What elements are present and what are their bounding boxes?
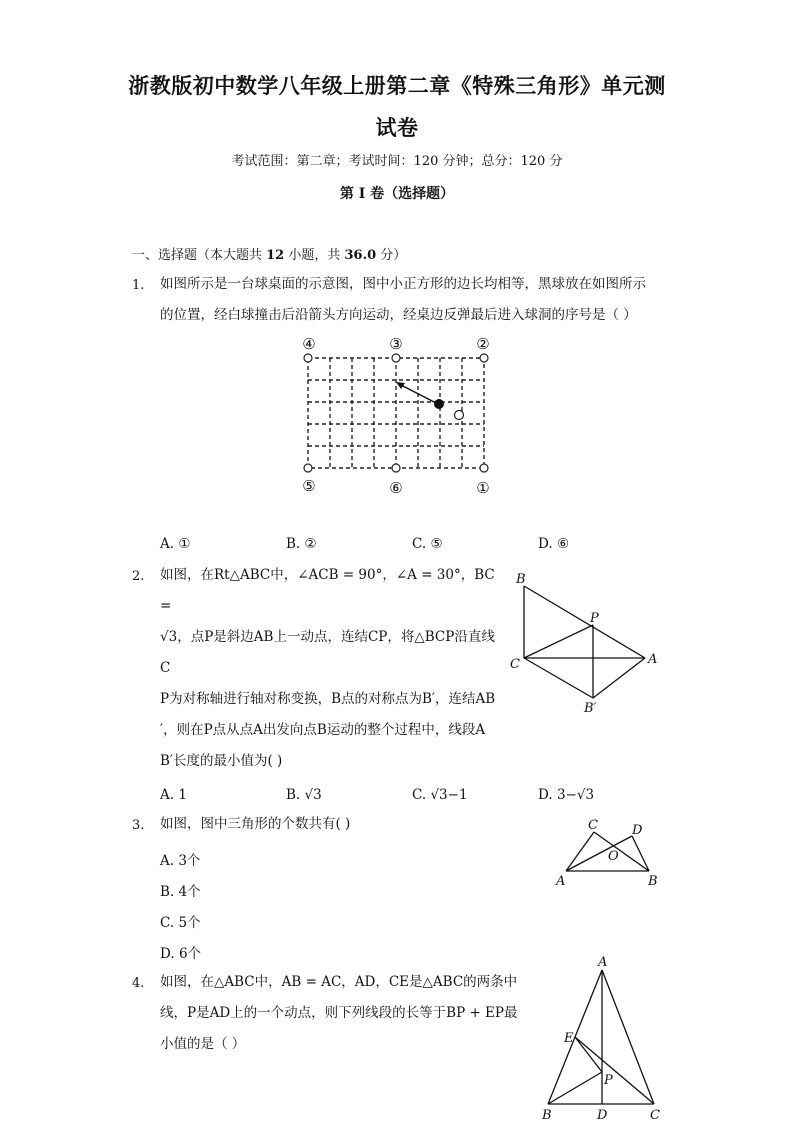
q2-triangle-figure: [508, 568, 678, 718]
q2-label-a: A: [648, 652, 658, 667]
q1-number: 1.: [132, 278, 145, 293]
hole-label-4: ④: [302, 335, 316, 353]
q4-label-c: C: [650, 1108, 660, 1123]
q2-label-bprime: B′: [584, 701, 597, 716]
hole-5: [304, 464, 312, 472]
option-letter: D.: [538, 787, 553, 803]
option-letter: B.: [160, 884, 175, 900]
option-value: 3个: [178, 853, 201, 869]
hole-3: [392, 354, 400, 362]
q4-label-p: P: [604, 1073, 613, 1088]
option-value: ①: [178, 536, 191, 552]
page-title-line1: 浙教版初中数学八年级上册第二章《特殊三角形》单元测: [128, 73, 666, 98]
option-letter: C.: [412, 536, 427, 552]
q2-text: [160, 560, 500, 777]
q4-line1: 如图，在△ABC中，AB = AC，AD，CE是△ABC的两条中: [160, 974, 518, 990]
q1-line1: 如图所示是一台球桌面的示意图，图中小正方形的边长均相等，黑球放在如图所示: [160, 276, 646, 292]
option-value: 4个: [178, 884, 201, 900]
q2-label-p: P: [590, 611, 599, 626]
option-value: √3: [304, 787, 322, 803]
hole-1: [480, 464, 488, 472]
option-letter: D.: [160, 946, 175, 962]
q1-option-c[interactable]: [412, 536, 443, 552]
option-value: ⑤: [430, 536, 443, 552]
option-value: ⑥: [556, 536, 570, 552]
part-heading: 第 I 卷（选择题）: [339, 186, 455, 202]
q2-option-c[interactable]: [412, 787, 468, 803]
q2-number: 2.: [132, 569, 145, 584]
section-prefix: 一、选择题（本大题共: [132, 248, 267, 263]
q3-triangle-figure: [552, 815, 672, 895]
q1-holes: [304, 354, 488, 472]
option-letter: D.: [538, 536, 553, 552]
q2-label-b: B: [516, 572, 526, 587]
q4-label-e: E: [564, 1031, 574, 1046]
q2-label-c: C: [510, 657, 520, 672]
q3-label-c: C: [588, 818, 598, 833]
section-suffix: 分）: [376, 248, 407, 263]
hole-label-6: ⑥: [389, 479, 403, 497]
hole-label-3: ③: [389, 335, 403, 353]
q4-line2: 线，P是AD上的一个动点，则下列线段的长等于BP + EP最: [160, 1005, 518, 1021]
hole-6: [392, 464, 400, 472]
q3-option-a[interactable]: [160, 849, 200, 869]
q1-pool-table-figure: [297, 333, 517, 503]
q4-line3: 小值的是（ ）: [160, 1036, 246, 1052]
q3-option-c[interactable]: [160, 911, 201, 931]
option-letter: B.: [286, 536, 301, 552]
q3-label-a: A: [556, 874, 566, 889]
option-letter: C.: [160, 915, 175, 931]
q2-line2: √3，点P是斜边AB上一动点，连结CP，将△BCP沿直线C: [160, 629, 495, 676]
q4-triangle-figure: [538, 954, 668, 1124]
q1-option-d[interactable]: [538, 536, 569, 552]
black-ball: [434, 399, 444, 409]
q4-label-a: A: [598, 955, 608, 970]
hole-label-5: ⑤: [302, 477, 316, 495]
q1-option-b[interactable]: [286, 536, 317, 552]
q3-label-b: B: [648, 874, 658, 889]
q4-label-d: D: [597, 1108, 608, 1123]
option-letter: A.: [160, 787, 175, 803]
page-title-line2: 试卷: [375, 115, 419, 140]
section-heading: [132, 244, 406, 263]
q1-arrow: [401, 385, 438, 404]
q3-option-d[interactable]: [160, 942, 201, 962]
q2-option-a[interactable]: [160, 787, 187, 803]
q3-option-b[interactable]: [160, 880, 201, 900]
hole-2: [480, 354, 488, 362]
exam-info: 考试范围：第二章；考试时间：120 分钟；总分：120 分: [231, 154, 563, 169]
option-letter: B.: [286, 787, 301, 803]
option-value: 5个: [178, 915, 201, 931]
q2-line3: P为对称轴进行轴对称变换，B点的对称点为B′，连结AB: [160, 691, 496, 707]
section-score: 36.0: [344, 248, 377, 263]
section-mid: 小题，共: [284, 248, 345, 263]
q1-text: [160, 269, 680, 331]
q3-label-d: D: [632, 823, 643, 838]
option-value: 1: [178, 787, 187, 803]
option-letter: A.: [160, 536, 175, 552]
option-value: 3−√3: [556, 787, 595, 803]
q2-line4: ′，则在P点从点A出发向点B运动的整个过程中，线段A: [160, 722, 486, 738]
hole-4: [304, 354, 312, 362]
option-letter: A.: [160, 853, 175, 869]
q1-line2: 的位置，经白球撞击后沿箭头方向运动，经桌边反弹最后进入球洞的序号是（ ）: [160, 307, 637, 323]
option-value: 6个: [178, 946, 202, 962]
hole-label-2: ②: [476, 335, 490, 353]
q4-label-b: B: [542, 1108, 552, 1123]
section-count: 12: [266, 248, 285, 263]
q3-label-o: O: [608, 849, 619, 864]
q2-option-d[interactable]: [538, 787, 594, 803]
q1-option-a[interactable]: [160, 536, 190, 552]
q4-number: 4.: [132, 976, 145, 991]
q2-line5: B′长度的最小值为( ): [160, 753, 283, 769]
option-letter: C.: [412, 787, 427, 803]
q4-text: [160, 967, 530, 1060]
q2-line1: 如图，在Rt△ABC中，∠ACB = 90°，∠A = 30°，BC =: [160, 567, 495, 614]
hole-label-1: ①: [476, 479, 490, 497]
q2-option-b[interactable]: [286, 787, 322, 803]
q3-number: 3.: [132, 818, 145, 833]
option-value: √3−1: [430, 787, 468, 803]
q3-text: 如图，图中三角形的个数共有( ): [160, 816, 351, 832]
arrow-head-icon: [396, 382, 405, 389]
white-ball: [455, 411, 464, 420]
option-value: ②: [304, 536, 317, 552]
